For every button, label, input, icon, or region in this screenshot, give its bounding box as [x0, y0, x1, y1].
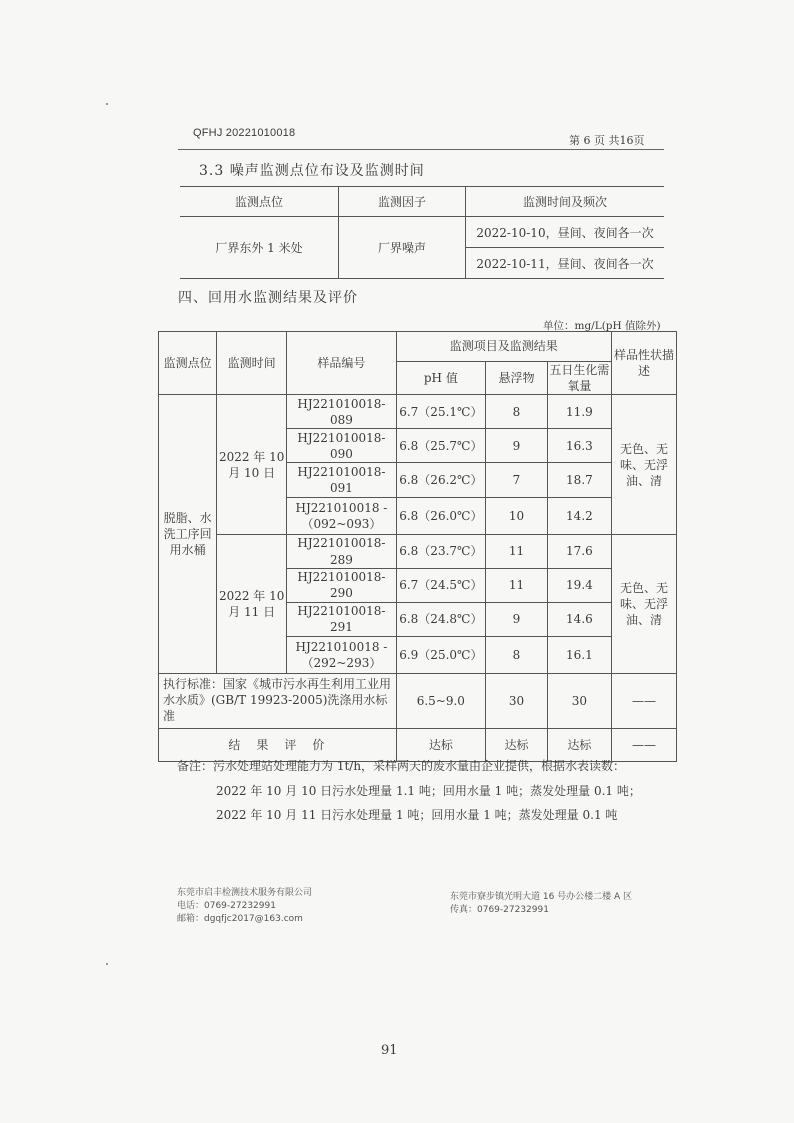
header-ph: pH 值: [396, 362, 485, 395]
standard-label: 执行标准：国家《城市污水再生利用工业用水水质》(GB/T 19923-2005)洗涤用水标准: [159, 673, 397, 728]
header-desc: 样品性状描述: [611, 332, 676, 395]
ss-value: 11: [486, 568, 548, 602]
evaluation-bod: 达标: [547, 728, 611, 761]
sample-id: HJ221010018-089: [287, 395, 396, 429]
sampling-date: 2022 年 10 月 10 日: [217, 395, 287, 535]
section-4-title: 四、回用水监测结果及评价: [178, 290, 358, 306]
footer-right: [450, 891, 632, 917]
note-line-3: 2022 年 10 月 11 日污水处理量 1 吨；回用水量 1 吨；蒸发处理量 0.1 吨: [216, 808, 618, 822]
noise-time-2: 2022-10-11，昼间、夜间各一次: [466, 248, 665, 279]
evaluation-label: 结 果 评 价: [159, 728, 397, 761]
standard-bod: 30: [547, 673, 611, 728]
sample-id: HJ221010018 -（092~093）: [287, 498, 396, 535]
page-info: 第 6 页 共16页: [569, 134, 645, 147]
bod-value: 14.2: [547, 498, 611, 535]
ss-value: 10: [486, 498, 548, 535]
bod-value: 18.7: [547, 463, 611, 498]
evaluation-desc: ——: [611, 728, 676, 761]
sample-id: HJ221010018-091: [287, 463, 396, 498]
sample-description: 无色、无味、无浮油、清: [611, 395, 676, 535]
table-row: [159, 395, 677, 429]
footer-company: 东莞市启丰检测技术服务有限公司: [177, 888, 313, 898]
standard-row: [159, 673, 677, 728]
bod-value: 11.9: [547, 395, 611, 429]
ph-value: 6.7（25.1℃）: [396, 395, 485, 429]
ph-value: 6.8（25.7℃）: [396, 429, 485, 463]
noise-header-factor: 监测因子: [339, 187, 466, 217]
ss-value: 9: [486, 429, 548, 463]
sample-description: 无色、无味、无浮油、清: [611, 535, 676, 673]
noise-header-point: 监测点位: [180, 187, 339, 217]
monitoring-point: 脱脂、水洗工序回用水桶: [159, 395, 217, 673]
sampling-date: 2022 年 10 月 11 日: [217, 535, 287, 673]
sample-id: HJ221010018 -（292~293）: [287, 636, 396, 673]
sample-id: HJ221010018-290: [287, 568, 396, 602]
bod-value: 14.6: [547, 602, 611, 636]
scan-speck: [106, 963, 108, 965]
ph-value: 6.9（25.0℃）: [396, 636, 485, 673]
standard-ss: 30: [486, 673, 548, 728]
ss-value: 7: [486, 463, 548, 498]
noise-factor: 厂界噪声: [339, 217, 466, 279]
footer-fax: 传真：0769-27232991: [450, 905, 549, 916]
footer-address: 东莞市寮步镇光明大道 16 号办公楼二楼 A 区: [450, 892, 633, 902]
header-bod: 五日生化需氧量: [547, 362, 611, 395]
header-point: 监测点位: [159, 332, 217, 395]
evaluation-ph: 达标: [396, 728, 485, 761]
ph-value: 6.7（24.5℃）: [396, 568, 485, 602]
evaluation-ss: 达标: [486, 728, 548, 761]
ph-value: 6.8（26.2℃）: [396, 463, 485, 498]
ss-value: 9: [486, 602, 548, 636]
ph-value: 6.8（24.8℃）: [396, 602, 485, 636]
noise-header-time: 监测时间及频次: [466, 187, 665, 217]
ph-value: 6.8（26.0℃）: [396, 498, 485, 535]
ss-value: 8: [486, 636, 548, 673]
footer-email: 邮箱：dgqfjc2017@163.com: [177, 914, 303, 925]
footer-left: [177, 887, 312, 926]
standard-desc: ——: [611, 673, 676, 728]
bod-value: 19.4: [547, 568, 611, 602]
header-items: 监测项目及监测结果: [396, 332, 611, 362]
doc-number: QFHJ 20221010018: [193, 127, 296, 139]
noise-point: 厂界东外 1 米处: [180, 217, 339, 279]
header-ss: 悬浮物: [486, 362, 548, 395]
sample-id: HJ221010018-289: [287, 535, 396, 568]
ss-value: 11: [486, 535, 548, 568]
page-number: 91: [381, 1043, 398, 1058]
header-rule: [178, 149, 664, 150]
ss-value: 8: [486, 395, 548, 429]
footer-phone: 电话：0769-27232991: [177, 901, 276, 912]
noise-monitoring-table: [180, 186, 664, 279]
reuse-water-results-table: [158, 331, 677, 762]
note-line-1: 备注：污水处理站处理能力为 1t/h，采样两天的废水量由企业提供，根据水表读数：: [177, 759, 626, 773]
bod-value: 16.1: [547, 636, 611, 673]
header-time: 监测时间: [217, 332, 287, 395]
scan-speck: [106, 103, 108, 105]
bod-value: 17.6: [547, 535, 611, 568]
noise-time-1: 2022-10-10，昼间、夜间各一次: [466, 217, 665, 248]
note-line-2: 2022 年 10 月 10 日污水处理量 1.1 吨；回用水量 1 吨；蒸发处理量 0.1 吨；: [216, 784, 641, 798]
bod-value: 16.3: [547, 429, 611, 463]
header-sample: 样品编号: [287, 332, 396, 395]
sample-id: HJ221010018-090: [287, 429, 396, 463]
section-3-3-title: 3.3 噪声监测点位布设及监测时间: [199, 163, 425, 179]
sample-id: HJ221010018-291: [287, 602, 396, 636]
ph-value: 6.8（23.7℃）: [396, 535, 485, 568]
unit-note: 单位：mg/L(pH 值除外): [543, 320, 661, 332]
table-row: [159, 535, 677, 568]
standard-ph: 6.5~9.0: [396, 673, 485, 728]
